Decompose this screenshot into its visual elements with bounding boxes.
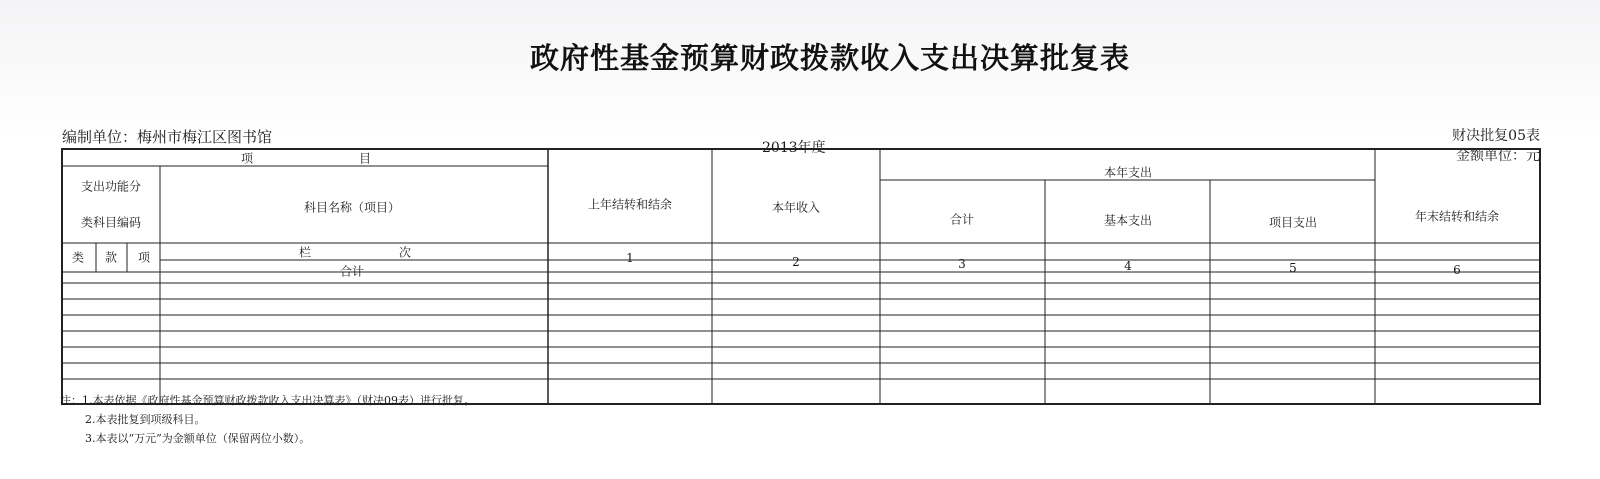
item-header-b: 目 (358, 151, 372, 166)
header-income: 本年收入 (771, 200, 821, 215)
compiling-unit: 编制单位：梅州市梅江区图书馆 (62, 128, 273, 146)
code-header-line1: 支出功能分 (80, 179, 142, 194)
code-header-line2: 类科目编码 (80, 215, 142, 230)
col-number-2: 2 (792, 255, 800, 269)
header-prev-balance: 上年结转和结余 (587, 197, 673, 212)
col-number-3: 3 (958, 257, 966, 271)
item-header-a: 项 (240, 151, 254, 166)
note-2: 2.本表批复到项级科目。 (85, 413, 206, 426)
header-expense-group: 本年支出 (1103, 165, 1153, 180)
header-end-balance: 年末结转和结余 (1414, 209, 1500, 224)
page-title: 政府性基金预算财政拨款收入支出决算批复表 (529, 41, 1130, 75)
name-header: 科目名称（项目） (303, 200, 401, 215)
fiscal-year: 2013年度 (762, 140, 826, 156)
footnotes (60, 391, 475, 448)
total-row-label: 合计 (339, 264, 365, 279)
amount-unit: 金额单位：元 (1456, 148, 1540, 164)
row-index-label-b: 次 (398, 245, 412, 260)
col-number-1: 1 (626, 251, 634, 265)
col-number-4: 4 (1124, 259, 1132, 273)
col-number-5: 5 (1289, 261, 1297, 275)
note-1: 注：1.本表依据《政府性基金预算财政拨款收入支出决算表》（财决09表）进行批复。 (60, 394, 475, 407)
note-3: 3.本表以“万元”为金额单位（保留两位小数）。 (85, 432, 311, 445)
header-basic-expense: 基本支出 (1103, 213, 1153, 228)
row-index-label-a: 栏 (298, 245, 312, 260)
header-expense-total: 合计 (949, 212, 975, 227)
col-number-6: 6 (1453, 263, 1461, 277)
code-col-kuan: 款 (104, 250, 118, 265)
code-col-xiang: 项 (137, 250, 151, 265)
code-col-lei: 类 (71, 250, 85, 265)
form-number: 财决批复05表 (1452, 128, 1540, 144)
header-project-expense: 项目支出 (1268, 215, 1318, 230)
